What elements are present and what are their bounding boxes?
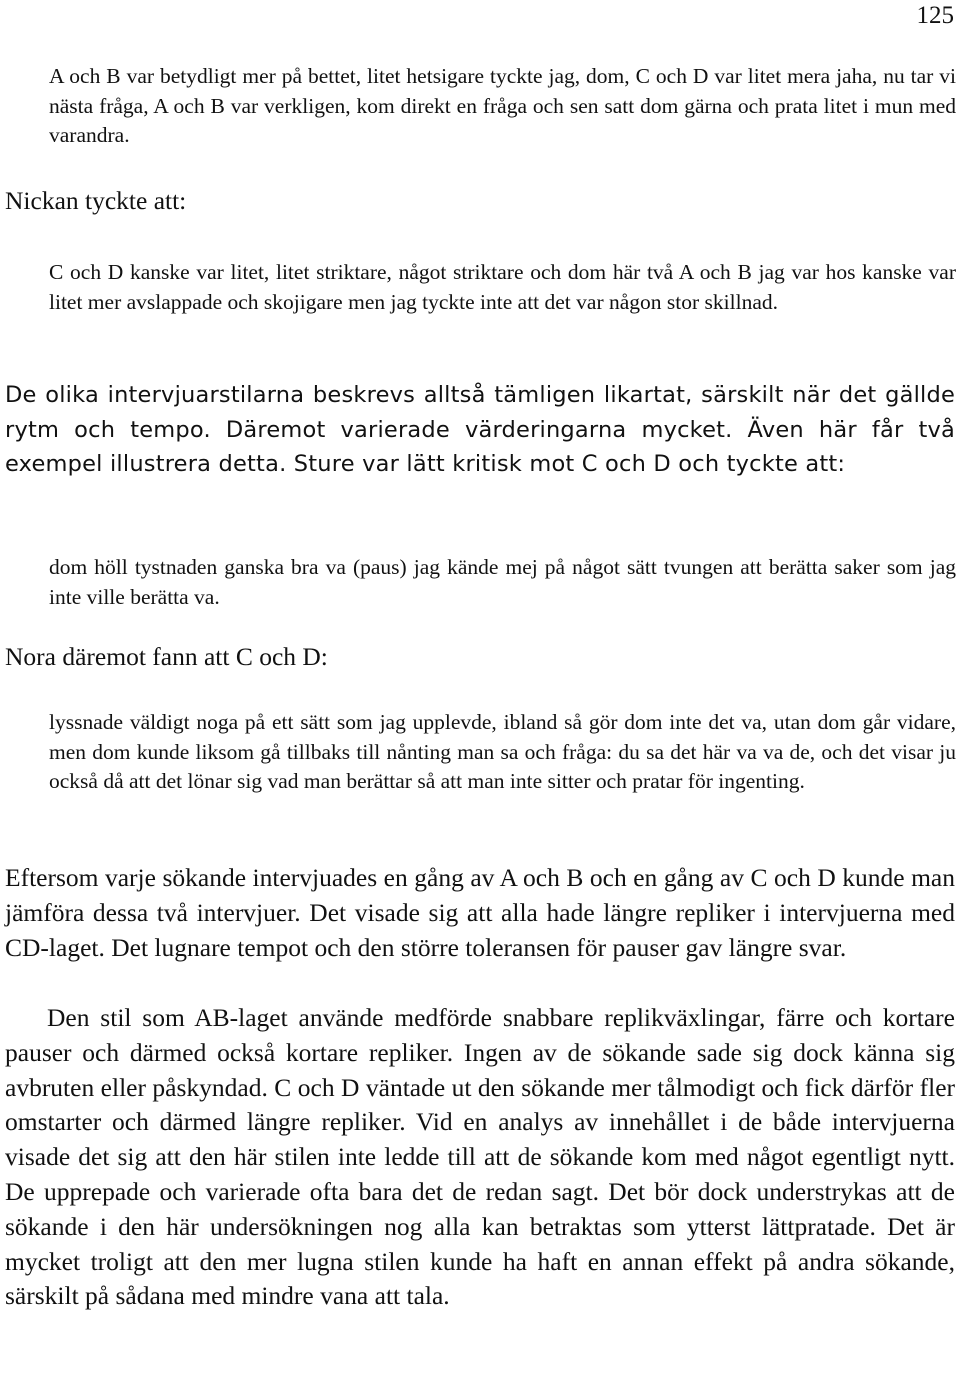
body-paragraph-interviewer-styles: De olika intervjuarstilarna beskrevs alltså tämligen likartat, särskilt när det gällde rytm och tempo. Däremot varierade värderingarna mycket. Även här får två exempel illustrera detta. Sture var lätt kritisk mot C och D och tyckte att: [5,382,955,477]
quote-paragraph-nickan: C och D kanske var litet, litet striktare, något striktare och dom här två A och B jag var hos kanske var litet mer avslappade och skojigare men jag tyckte inte att det var någon stor skillnad. [49,260,956,314]
body-paragraph-ab-style: Den stil som AB-laget använde medförde snabbare replikväxlingar, färre och kortare pauser och därmed också kortare repliker. Ingen av de sökande sade sig dock känna sig avbruten eller påskyndad. C och D väntade ut den sökande mer tålmodigt och fick därför fler omstarter och därmed längre repliker. Vid en analys av innehållet i de både intervjuerna visade det sig att den här stilen inte ledde till att de sökande kom med något egentligt nytt. De upprepade och varierade ofta bara det de redan sagt. Det bör dock understrykas att de sökande i den här undersökningen nog alla kan betraktas som ytterst lättpratade. Det är mycket troligt att den mer lugna stilen kunde ha haft en annan effekt på andra sökande, särskilt på sådana med mindre vana att tala. [5,1003,955,1311]
quote-paragraph-sture: dom höll tystnaden ganska bra va (paus) jag kände mej på något sätt tvungen att berätta saker som jag inte ville berätta va. [49,555,956,609]
intro-nickan: Nickan tyckte att: [5,186,187,215]
body-paragraph-comparison: Eftersom varje sökande intervjuades en gång av A och B och en gång av C och D kunde man jämföra dessa två intervjuer. Det visade sig att alla hade längre repliker i intervjuerna med CD-laget. Det lugnare tempot och den större toleransen för pauser gav längre svar. [5,863,955,962]
page-number: 125 [916,2,954,29]
quote-paragraph-nora: lyssnade väldigt noga på ett sätt som jag upplevde, ibland så gör dom inte det va, utan dom går vidare, men dom kunde liksom gå tillbaks till nånting man sa och fråga: du sa det här va va de, och det visar ju också då att det lönar sig vad man berättar så att man inte sitter och pratar för ingenting. [49,710,956,793]
quote-paragraph-ab: A och B var betydligt mer på bettet, litet hetsigare tyckte jag, dom, C och D var litet mera jaha, nu tar vi nästa fråga, A och B var verkligen, kom direkt en fråga och sen satt dom gärna och prata litet i mun med varandra. [49,64,956,147]
intro-nora: Nora däremot fann att C och D: [5,642,328,671]
